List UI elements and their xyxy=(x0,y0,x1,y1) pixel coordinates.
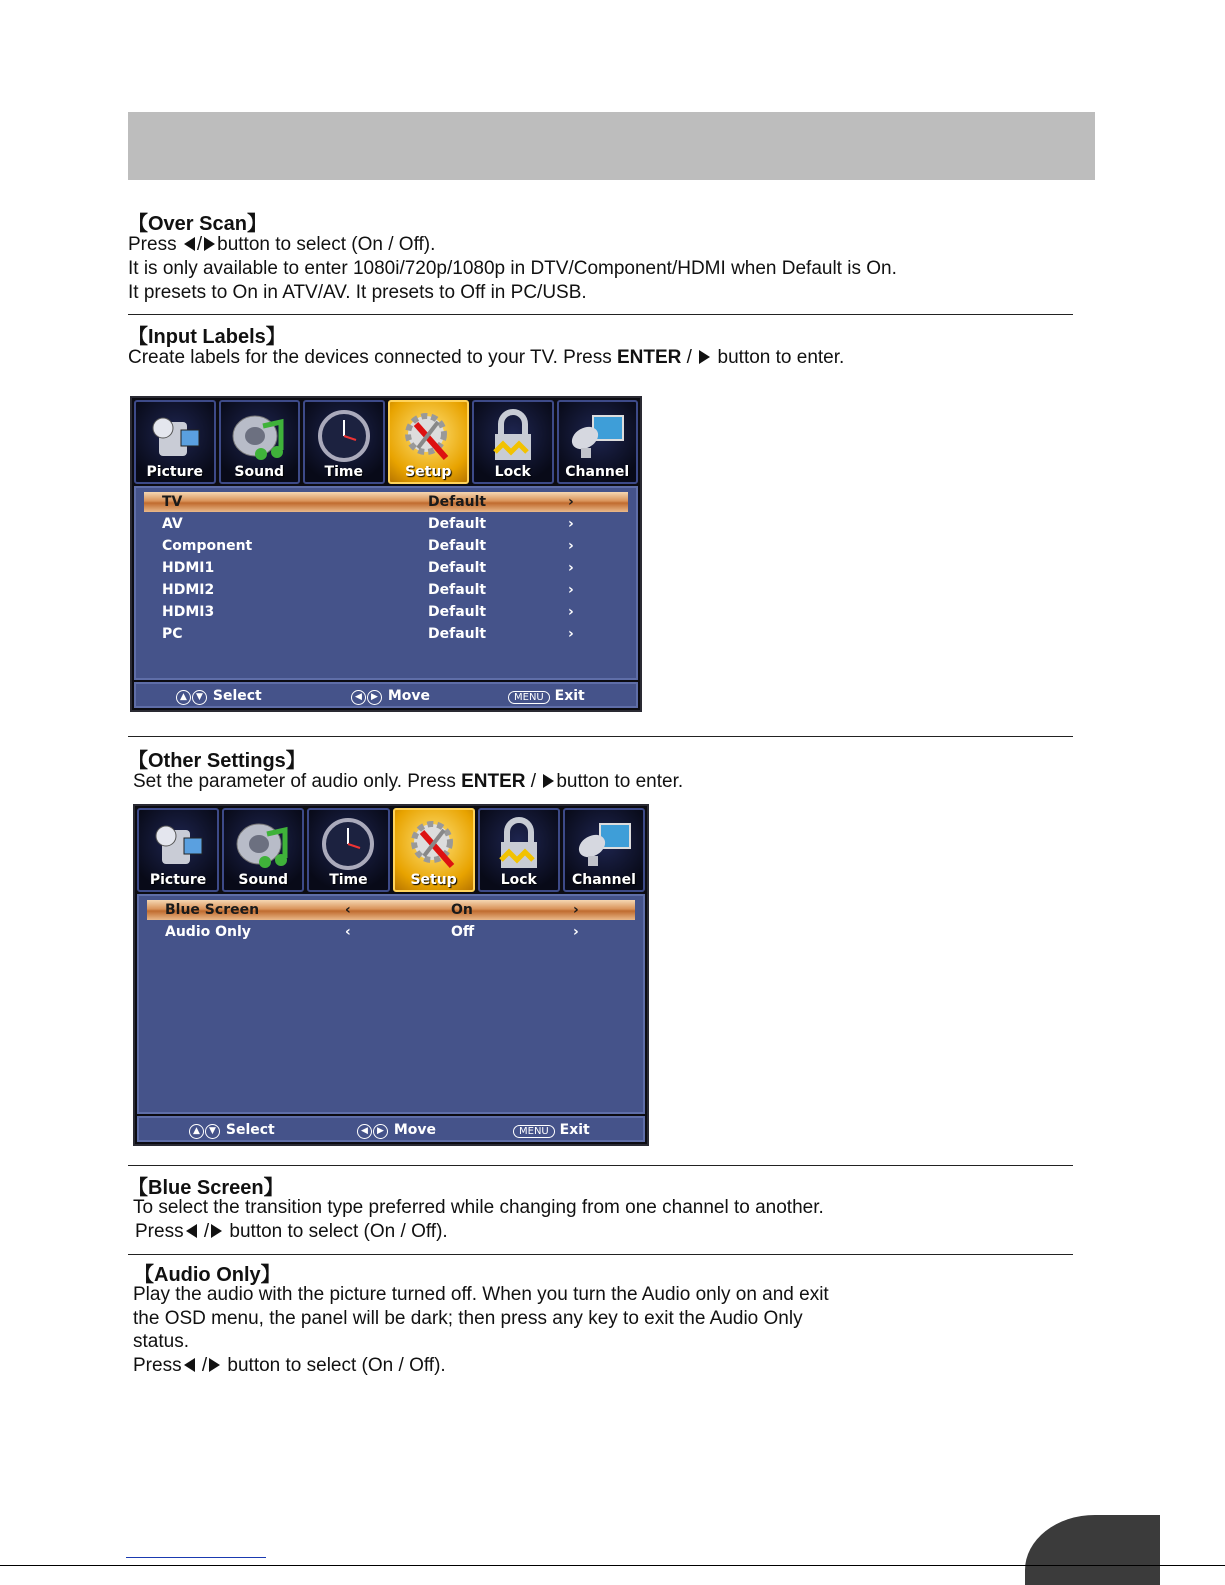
right-arrow-icon xyxy=(211,1224,222,1238)
left-arrow-icon xyxy=(184,237,195,251)
select-hint: ▲ ▼ Select xyxy=(176,688,262,705)
right-arrow-icon xyxy=(209,1358,220,1372)
tab-time[interactable] xyxy=(307,808,389,892)
exit-hint: MENU Exit xyxy=(508,688,585,704)
footer-link-line xyxy=(126,1557,266,1558)
satellite-icon xyxy=(574,816,634,874)
audio-only-line1: Play the audio with the picture turned off. When you turn the Audio only on and exit xyxy=(133,1284,829,1305)
menu-tab-bar xyxy=(134,400,638,484)
lock-icon xyxy=(489,816,549,874)
menu-key-icon: MENU xyxy=(513,1125,555,1138)
tab-label: Sound xyxy=(238,872,289,888)
menu-row-component[interactable]: Component Default › xyxy=(162,538,574,554)
up-icon: ▲ xyxy=(189,1124,204,1139)
bottom-rule xyxy=(0,1565,1225,1566)
menu-list xyxy=(137,894,645,1114)
audio-only-line4: Press / button to select (On / Off). xyxy=(133,1355,446,1376)
menu-row-pc[interactable]: PC Default › xyxy=(162,626,574,642)
tab-setup[interactable] xyxy=(388,400,470,484)
left-icon: ◀ xyxy=(357,1124,372,1139)
tab-sound[interactable] xyxy=(222,808,304,892)
menu-key-icon: MENU xyxy=(508,691,550,704)
tab-label: Picture xyxy=(146,464,203,480)
other-settings-menu xyxy=(133,804,649,1146)
audio-only-title: 【Audio Only】 xyxy=(134,1264,281,1286)
menu-footer xyxy=(134,682,638,708)
move-hint: ◀ ▶ Move xyxy=(357,1122,436,1139)
input-labels-title: 【Input Labels】 xyxy=(128,326,286,348)
tab-label: Picture xyxy=(149,872,207,888)
menu-row-tv[interactable]: TV Default › xyxy=(144,492,628,512)
menu-row-av[interactable]: AV Default › xyxy=(162,516,574,532)
input-labels-menu xyxy=(130,396,642,712)
blue-screen-title: 【Blue Screen】 xyxy=(128,1177,284,1199)
left-icon: ◀ xyxy=(351,690,366,705)
speaker-icon xyxy=(233,816,293,874)
chevron-right-icon: › xyxy=(573,902,579,918)
menu-list xyxy=(134,486,638,680)
gear-tools-icon xyxy=(404,816,464,874)
down-icon: ▼ xyxy=(192,690,207,705)
tab-setup[interactable] xyxy=(393,808,475,892)
chevron-left-icon: ‹ xyxy=(345,902,351,918)
audio-only-line3: status. xyxy=(133,1331,189,1352)
tab-label: Lock xyxy=(494,464,531,480)
tab-lock[interactable] xyxy=(478,808,560,892)
blue-screen-line1: To select the transition type preferred while changing from one channel to another. xyxy=(133,1197,824,1218)
chevron-left-icon: ‹ xyxy=(345,924,351,940)
blue-screen-line2: Press / button to select (On / Off). xyxy=(135,1221,448,1242)
chevron-right-icon: › xyxy=(568,626,574,642)
tab-label: Setup xyxy=(405,464,452,480)
tab-label: Channel xyxy=(565,464,630,480)
tab-label: Lock xyxy=(500,872,537,888)
tab-channel[interactable] xyxy=(557,400,639,484)
over-scan-line1: Press / button to select (On / Off). xyxy=(128,234,436,255)
left-arrow-icon xyxy=(186,1224,197,1238)
chevron-right-icon: › xyxy=(568,494,574,510)
over-scan-line3: It presets to On in ATV/AV. It presets to Off in PC/USB. xyxy=(128,282,587,303)
move-hint: ◀ ▶ Move xyxy=(351,688,430,705)
tab-picture[interactable] xyxy=(134,400,216,484)
chevron-right-icon: › xyxy=(568,560,574,576)
audio-only-line2: the OSD menu, the panel will be dark; then press any key to exit the Audio Only xyxy=(133,1308,803,1329)
gear-tools-icon xyxy=(398,408,458,466)
tab-channel[interactable] xyxy=(563,808,645,892)
over-scan-line2: It is only available to enter 1080i/720p/1080p in DTV/Component/HDMI when Default is On. xyxy=(128,258,897,279)
divider xyxy=(128,314,1073,315)
other-settings-desc: Set the parameter of audio only. Press ENTER / button to enter. xyxy=(133,771,684,792)
camera-icon xyxy=(145,408,205,466)
right-icon: ▶ xyxy=(367,690,382,705)
divider xyxy=(128,736,1073,737)
menu-row-hdmi3[interactable]: HDMI3 Default › xyxy=(162,604,574,620)
input-labels-desc: Create labels for the devices connected to your TV. Press ENTER / button to enter. xyxy=(128,347,845,368)
right-arrow-icon xyxy=(204,237,215,251)
left-arrow-icon xyxy=(184,1358,195,1372)
down-icon: ▼ xyxy=(205,1124,220,1139)
speaker-icon xyxy=(229,408,289,466)
header-bar xyxy=(128,112,1095,180)
up-icon: ▲ xyxy=(176,690,191,705)
right-arrow-icon xyxy=(543,774,554,788)
lock-icon xyxy=(483,408,543,466)
clock-icon xyxy=(318,816,378,874)
tab-label: Time xyxy=(324,464,363,480)
menu-tab-bar xyxy=(137,808,645,892)
satellite-icon xyxy=(567,408,627,466)
menu-footer xyxy=(137,1116,645,1142)
menu-row-audio-only[interactable]: Audio Only ‹ Off › xyxy=(165,924,579,940)
page-number-tab xyxy=(1025,1515,1160,1585)
chevron-right-icon: › xyxy=(568,516,574,532)
menu-row-hdmi1[interactable]: HDMI1 Default › xyxy=(162,560,574,576)
chevron-right-icon: › xyxy=(573,924,579,940)
divider xyxy=(128,1254,1073,1255)
divider xyxy=(128,1165,1073,1166)
tab-label: Setup xyxy=(410,872,457,888)
chevron-right-icon: › xyxy=(568,604,574,620)
menu-row-blue-screen[interactable]: Blue Screen ‹ On › xyxy=(147,900,635,920)
right-icon: ▶ xyxy=(373,1124,388,1139)
tab-label: Channel xyxy=(571,872,636,888)
tab-lock[interactable] xyxy=(472,400,554,484)
chevron-right-icon: › xyxy=(568,582,574,598)
tab-label: Time xyxy=(329,872,368,888)
exit-hint: MENU Exit xyxy=(513,1122,590,1138)
select-hint: ▲ ▼ Select xyxy=(189,1122,275,1139)
tab-label: Sound xyxy=(234,464,285,480)
menu-row-hdmi2[interactable]: HDMI2 Default › xyxy=(162,582,574,598)
right-arrow-icon xyxy=(699,350,710,364)
over-scan-title: 【Over Scan】 xyxy=(128,213,267,235)
chevron-right-icon: › xyxy=(568,538,574,554)
tab-sound[interactable] xyxy=(219,400,301,484)
clock-icon xyxy=(314,408,374,466)
tab-picture[interactable] xyxy=(137,808,219,892)
camera-icon xyxy=(148,816,208,874)
tab-time[interactable] xyxy=(303,400,385,484)
other-settings-title: 【Other Settings】 xyxy=(128,750,306,772)
